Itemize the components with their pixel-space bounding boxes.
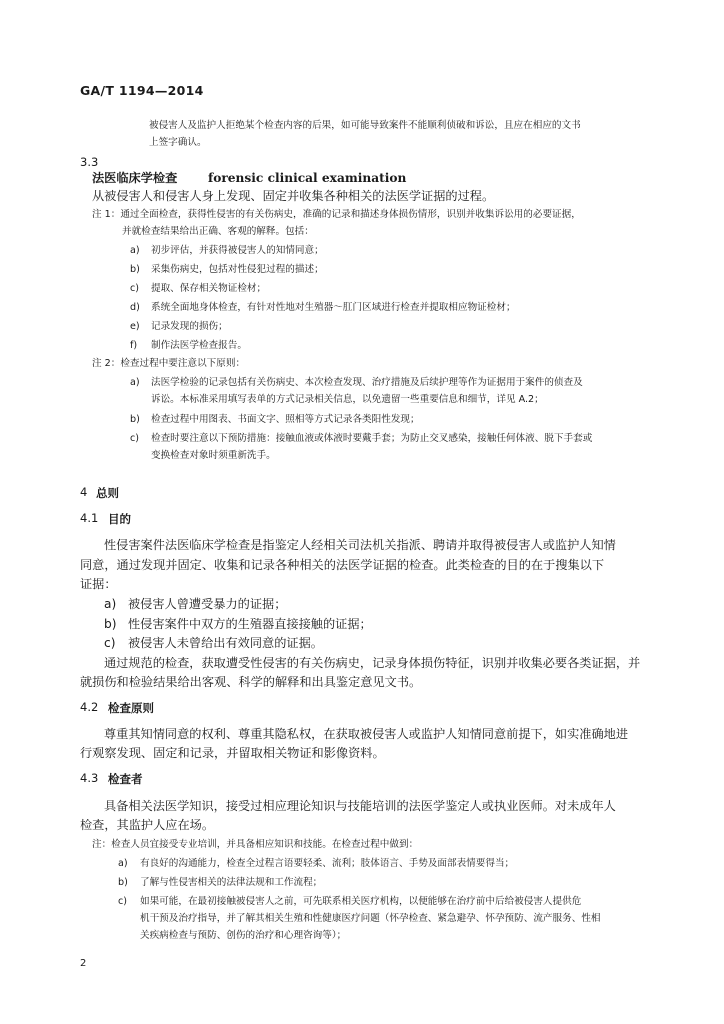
note-1-line: 并就检查结果给出正确、客观的解释。包括： xyxy=(122,226,314,237)
section-title: 总则 xyxy=(96,486,119,500)
note-2-title: 注 2：检查过程中要注意以下原则： xyxy=(92,358,246,369)
list-item-continued: 变换检查对象时须重新洗手。 xyxy=(151,450,276,461)
term-number: 3.3 xyxy=(80,155,99,169)
list-item: 系统全面地身体检查，有针对性地对生殖器～肛门区域进行检查并提取相应物证检材； xyxy=(151,302,516,313)
paragraph-line: 性侵害案件法医临床学检查是指鉴定人经相关司法机关指派、聘请并取得被侵害人或监护人知情 xyxy=(104,538,616,552)
list-item-label: b) xyxy=(130,264,140,275)
document-code: GA/T 1194—2014 xyxy=(80,83,204,98)
section-title: 检查原则 xyxy=(108,701,154,715)
term-title-en: forensic clinical examination xyxy=(208,171,407,185)
page-number: 2 xyxy=(80,958,87,969)
list-item-label: d) xyxy=(130,302,140,313)
term-definition: 从被侵害人和侵害人身上发现、固定并收集各种相关的法医学证据的过程。 xyxy=(92,189,495,203)
paragraph-line: 尊重其知情同意的权利、尊重其隐私权，在获取被侵害人或监护人知情同意前提下，如实准确地进 xyxy=(104,727,629,741)
paragraph-line: 检查，其监护人应在场。 xyxy=(80,818,215,832)
list-item-label: b) xyxy=(118,877,128,888)
section-number: 4.3 xyxy=(80,771,99,785)
paragraph-line: 证据： xyxy=(80,577,117,591)
list-item: 采集伤病史，包括对性侵犯过程的描述； xyxy=(151,264,324,275)
list-item: 初步评估，并获得被侵害人的知情同意； xyxy=(151,245,324,256)
section-title: 目的 xyxy=(108,512,131,526)
list-item: 法医学检验的记录包括有关伤病史、本次检查发现、治疗措施及后续护理等作为证据用于案件的侦查及 xyxy=(151,377,583,388)
paragraph-line: 同意，通过发现并固定、收集和记录各种相关的法医学证据的检查。此类检查的目的在于搜集以下 xyxy=(80,558,605,572)
list-item-continued: 关疾病检查与预防、创伤的治疗和心理咨询等）； xyxy=(140,930,347,941)
list-item: 性侵害案件中双方的生殖器直接接触的证据； xyxy=(128,617,372,631)
note-continuation-line: 被侵害人及监护人拒绝某个检查内容的后果，如可能导致案件不能顺利侦破和诉讼，且应在相应的文书 xyxy=(149,120,581,131)
list-item: 检查过程中用图表、书面文字、照相等方式记录各类阳性发现； xyxy=(151,414,420,425)
section-number: 4.1 xyxy=(80,511,99,525)
list-item: 了解与性侵害相关的法律法规和工作流程； xyxy=(140,877,323,888)
list-item: 被侵害人曾遭受暴力的证据； xyxy=(128,597,287,611)
list-item-label: c) xyxy=(104,636,116,650)
list-item: 记录发现的损伤； xyxy=(151,321,228,332)
note-1-line: 注 1：通过全面检查，获得性侵害的有关伤病史，准确的记录和描述身体损伤情形，识别并收集诉讼用的必要证据， xyxy=(92,209,581,220)
list-item-continued: 机干预及治疗指导，并了解其相关生殖和性健康医疗问题（怀孕检查、紧急避孕、怀孕预防、流产服务、性相 xyxy=(140,913,601,924)
list-item-label: f) xyxy=(130,340,138,351)
list-item-label: a) xyxy=(130,245,140,256)
paragraph-line: 通过规范的检查，获取遭受性侵害的有关伤病史，记录身体损伤特征，识别并收集必要各类证据，并 xyxy=(104,656,641,670)
list-item-label: c) xyxy=(130,283,140,294)
list-item-label: a) xyxy=(104,597,117,611)
section-number: 4 xyxy=(80,485,88,499)
list-item-label: a) xyxy=(130,377,140,388)
paragraph-line: 就损伤和检验结果给出客观、科学的解释和出具鉴定意见文书。 xyxy=(80,675,422,689)
list-item-label: a) xyxy=(118,858,128,869)
note-continuation-line: 上签字确认。 xyxy=(149,137,207,148)
list-item-label: c) xyxy=(130,433,140,444)
list-item-label: e) xyxy=(130,321,140,332)
list-item-label: c) xyxy=(118,896,128,907)
list-item-continued: 诉讼。本标准采用填写表单的方式记录相关信息，以免遗留一些重要信息和细节，详见 A.2； xyxy=(151,394,544,405)
section-title: 检查者 xyxy=(108,772,143,786)
list-item: 检查时要注意以下预防措施：接触血液或体液时要戴手套；为防止交叉感染，接触任何体液、脱下手套或 xyxy=(151,433,593,444)
paragraph-line: 行观察发现、固定和记录，并留取相关物证和影像资料。 xyxy=(80,746,385,760)
list-item: 制作法医学检查报告。 xyxy=(151,340,247,351)
list-item: 被侵害人未曾给出有效同意的证据。 xyxy=(128,636,323,650)
list-item-label: b) xyxy=(104,617,117,631)
list-item: 有良好的沟通能力，检查全过程言语要轻柔、流利；肢体语言、手势及面部表情要得当； xyxy=(140,858,515,869)
paragraph-line: 具备相关法医学知识，接受过相应理论知识与技能培训的法医学鉴定人或执业医师。对未成年人 xyxy=(104,799,616,813)
list-item: 提取、保存相关物证检材； xyxy=(151,283,267,294)
term-title-cn: 法医临床学检查 xyxy=(92,171,178,185)
note-title: 注：检查人员宜接受专业培训，并具备相应知识和技能。在检查过程中做到： xyxy=(92,839,419,850)
section-number: 4.2 xyxy=(80,700,99,714)
list-item: 如果可能，在最初接触被侵害人之前，可先联系相关医疗机构，以便能够在治疗前中后给被侵害人提供危 xyxy=(140,896,582,907)
list-item-label: b) xyxy=(130,414,140,425)
